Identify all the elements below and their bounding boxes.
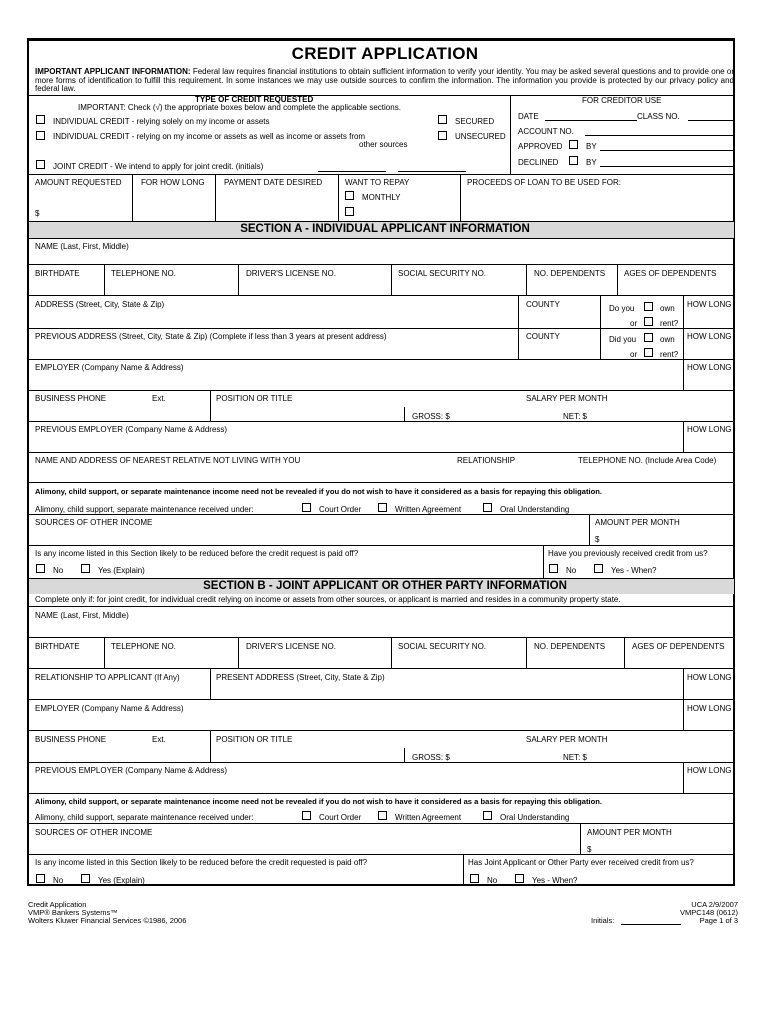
b-amount-dollar: $	[587, 845, 592, 854]
a-own-label: own	[660, 304, 675, 313]
a-alimony-notice: Alimony, child support, or separate maintenance income need not be revealed if you do not wish to have it considered as a basis for repaying this obligation.	[35, 487, 602, 496]
a-rent-label: rent?	[660, 319, 679, 328]
b-gross-label: GROSS: $	[412, 753, 450, 762]
amount-dollar-sign: $	[35, 209, 40, 218]
b-prev-employer-how-long-label: HOW LONG	[687, 766, 732, 775]
a-did-you-label: Did you	[609, 335, 637, 344]
footer-vmpc: VMPC148 (0612)	[680, 908, 738, 917]
creditor-approved-label: APPROVED	[518, 142, 563, 151]
a-birthdate-label: BIRTHDATE	[35, 269, 80, 278]
a-income-no-checkbox[interactable]	[36, 564, 45, 573]
a-nearest-relative-label: NAME AND ADDRESS OF NEAREST RELATIVE NOT LIVING WITH YOU	[35, 456, 301, 465]
a-prev-county-label: COUNTY	[526, 332, 560, 341]
proceeds-label: PROCEEDS OF LOAN TO BE USED FOR:	[467, 178, 621, 187]
a-employer-label: EMPLOYER (Company Name & Address)	[35, 363, 184, 372]
footer-uca: UCA 2/9/2007	[691, 900, 738, 909]
monthly-checkbox[interactable]	[345, 191, 354, 200]
b-net-label: NET: $	[563, 753, 588, 762]
b-oral-understanding-checkbox[interactable]	[483, 811, 492, 820]
b-ssn-label: SOCIAL SECURITY NO.	[398, 642, 487, 651]
a-income-yes-label: Yes (Explain)	[98, 566, 145, 575]
b-name-label: NAME (Last, First, Middle)	[35, 611, 129, 620]
b-oral-understanding-label: Oral Understanding	[500, 813, 570, 822]
section-a-heading: SECTION A - INDIVIDUAL APPLICANT INFORMATION	[240, 223, 530, 235]
a-ages-dependents-label: AGES OF DEPENDENTS	[624, 269, 717, 278]
a-court-order-label: Court Order	[319, 505, 362, 514]
b-salary-label: SALARY PER MONTH	[526, 735, 608, 744]
a-prev-own-checkbox[interactable]	[644, 333, 653, 342]
amount-requested-label: AMOUNT REQUESTED	[35, 178, 122, 187]
individual-own-checkbox[interactable]	[36, 115, 45, 124]
b-income-reduced-label: Is any income listed in this Section likely to be reduced before the credit requested is paid off?	[35, 858, 368, 867]
b-business-phone-label: BUSINESS PHONE	[35, 735, 107, 744]
secured-label: SECURED	[455, 117, 495, 126]
a-oral-understanding-checkbox[interactable]	[483, 503, 492, 512]
footer-page: Page 1 of 3	[699, 916, 738, 925]
a-salary-label: SALARY PER MONTH	[526, 394, 608, 403]
b-other-income-label: SOURCES OF OTHER INCOME	[35, 828, 153, 837]
b-alimony-notice: Alimony, child support, or separate maintenance income need not be revealed if you do not wish to have it considered as a basis for repaying this obligation.	[35, 797, 602, 806]
joint-credit-label: JOINT CREDIT - We intend to apply for joint credit. (initials)	[53, 162, 264, 171]
a-ext-label: Ext.	[152, 394, 166, 403]
credit-type-heading: TYPE OF CREDIT REQUESTED	[195, 95, 314, 104]
b-previous-credit-label: Has Joint Applicant or Other Party ever received credit from us?	[468, 858, 694, 867]
b-employer-how-long-label: HOW LONG	[687, 704, 732, 713]
b-amount-per-month-label: AMOUNT PER MONTH	[587, 828, 672, 837]
a-telephone-area-label: TELEPHONE NO. (Include Area Code)	[578, 456, 717, 465]
b-relationship-label: RELATIONSHIP TO APPLICANT (If Any)	[35, 673, 180, 682]
a-previous-address-label: PREVIOUS ADDRESS (Street, City, State & Zip) (Complete if less than 3 years at present address)	[35, 332, 387, 341]
a-prev-rent-checkbox[interactable]	[644, 348, 653, 357]
a-prev-employer-how-long-label: HOW LONG	[687, 425, 732, 434]
b-birthdate-label: BIRTHDATE	[35, 642, 80, 651]
want-to-repay-label: WANT TO REPAY	[345, 178, 410, 187]
b-address-how-long-label: HOW LONG	[687, 673, 732, 682]
footer-initials-label: Initials:	[591, 916, 615, 925]
b-ages-dependents-label: AGES OF DEPENDENTS	[632, 642, 725, 651]
a-income-yes-checkbox[interactable]	[81, 564, 90, 573]
a-telephone-label: TELEPHONE NO.	[111, 269, 176, 278]
b-drivers-license-label: DRIVER'S LICENSE NO.	[246, 642, 336, 651]
a-own-checkbox[interactable]	[644, 302, 653, 311]
a-previous-employer-label: PREVIOUS EMPLOYER (Company Name & Address)	[35, 425, 228, 434]
a-prev-how-long-label: HOW LONG	[687, 332, 732, 341]
credit-type-instruction: IMPORTANT: Check (√) the appropriate boxes below and complete the applicable sections.	[78, 103, 401, 112]
b-alimony-received-label: Alimony, child support, separate maintenance received under:	[35, 813, 254, 822]
a-net-label: NET: $	[563, 412, 588, 421]
a-written-agreement-label: Written Agreement	[395, 505, 462, 514]
b-court-order-checkbox[interactable]	[302, 811, 311, 820]
a-prev-own-label: own	[660, 335, 675, 344]
a-no-dependents-label: NO. DEPENDENTS	[534, 269, 606, 278]
footer-copyright: Wolters Kluwer Financial Services ©1986, 2006	[28, 916, 187, 925]
footer-form-name: Credit Application	[28, 900, 87, 909]
unsecured-label: UNSECURED	[455, 132, 506, 141]
a-prev-credit-yes-checkbox[interactable]	[594, 564, 603, 573]
creditor-date-label: DATE	[518, 112, 539, 121]
secured-checkbox[interactable]	[438, 115, 447, 124]
a-previous-credit-label: Have you previously received credit from us?	[548, 549, 708, 558]
individual-other-label-2: other sources	[359, 140, 408, 149]
a-name-label: NAME (Last, First, Middle)	[35, 242, 129, 251]
a-prev-credit-no-checkbox[interactable]	[549, 564, 558, 573]
a-employer-how-long-label: HOW LONG	[687, 363, 732, 372]
a-other-income-label: SOURCES OF OTHER INCOME	[35, 518, 153, 527]
a-drivers-license-label: DRIVER'S LICENSE NO.	[246, 269, 336, 278]
a-income-no-label: No	[53, 566, 64, 575]
a-how-long-label: HOW LONG	[687, 300, 732, 309]
a-prev-credit-no-label: No	[566, 566, 577, 575]
b-prev-credit-yes-label: Yes - When?	[532, 876, 578, 885]
a-amount-per-month-label: AMOUNT PER MONTH	[595, 518, 680, 527]
b-income-yes-checkbox[interactable]	[81, 874, 90, 883]
b-present-address-label: PRESENT ADDRESS (Street, City, State & Zip)	[216, 673, 385, 682]
payment-date-label: PAYMENT DATE DESIRED	[224, 178, 323, 187]
b-employer-label: EMPLOYER (Company Name & Address)	[35, 704, 184, 713]
approved-by-label: BY	[586, 142, 597, 151]
a-county-label: COUNTY	[526, 300, 560, 309]
a-income-reduced-label: Is any income listed in this Section likely to be reduced before the credit request is paid off?	[35, 549, 359, 558]
a-amount-dollar: $	[595, 535, 600, 544]
a-written-agreement-checkbox[interactable]	[378, 503, 387, 512]
a-alimony-received-label: Alimony, child support, separate maintenance received under:	[35, 505, 254, 514]
a-prev-or-label: or	[630, 350, 638, 359]
b-income-no-label: No	[53, 876, 64, 885]
a-ssn-label: SOCIAL SECURITY NO.	[398, 269, 487, 278]
b-no-dependents-label: NO. DEPENDENTS	[534, 642, 606, 651]
b-court-order-label: Court Order	[319, 813, 362, 822]
a-relationship-label: RELATIONSHIP	[457, 456, 516, 465]
a-gross-label: GROSS: $	[412, 412, 450, 421]
creditor-declined-label: DECLINED	[518, 158, 559, 167]
a-position-label: POSITION OR TITLE	[216, 394, 293, 403]
for-how-long-label: FOR HOW LONG	[141, 178, 205, 187]
b-income-yes-label: Yes (Explain)	[98, 876, 145, 885]
repay-other-checkbox[interactable]	[345, 207, 354, 216]
individual-other-checkbox[interactable]	[36, 131, 45, 140]
creditor-class-label: CLASS NO.	[637, 112, 680, 121]
b-written-agreement-label: Written Agreement	[395, 813, 462, 822]
approved-checkbox[interactable]	[569, 140, 578, 149]
a-prev-rent-label: rent?	[660, 350, 679, 359]
b-telephone-label: TELEPHONE NO.	[111, 642, 176, 651]
a-do-you-label: Do you	[609, 304, 635, 313]
b-income-no-checkbox[interactable]	[36, 874, 45, 883]
important-info	[35, 68, 734, 94]
b-prev-credit-no-label: No	[487, 876, 498, 885]
individual-own-label: INDIVIDUAL CREDIT - relying solely on my income or assets	[53, 117, 270, 126]
b-note: Complete only if: for joint credit, for individual credit relying on income or assets from other sources, or applicant is married and resides in a community property state.	[35, 595, 621, 604]
important-heading: IMPORTANT APPLICANT INFORMATION:	[35, 67, 191, 76]
form-title: CREDIT APPLICATION	[291, 44, 479, 63]
a-business-phone-label: BUSINESS PHONE	[35, 394, 107, 403]
declined-by-label: BY	[586, 158, 597, 167]
section-b-heading: SECTION B - JOINT APPLICANT OR OTHER PARTY INFORMATION	[203, 580, 567, 592]
footer-publisher: VMP® Bankers Systems™	[28, 908, 118, 917]
a-court-order-checkbox[interactable]	[302, 503, 311, 512]
b-written-agreement-checkbox[interactable]	[378, 811, 387, 820]
individual-other-label: INDIVIDUAL CREDIT - relying on my income or assets as well as income or assets from	[53, 132, 366, 141]
b-prev-credit-yes-checkbox[interactable]	[515, 874, 524, 883]
important-text: Federal law requires financial institutions to obtain sufficient information to verify your identity. You may be asked several questions and to provide one or more forms of identification to fulfill this requirement. In some instances we may use outside sources to confirm the information. The information you provide is protected by our privacy policy and federal law.	[35, 67, 734, 93]
a-oral-understanding-label: Oral Understanding	[500, 505, 570, 514]
unsecured-checkbox[interactable]	[438, 131, 447, 140]
joint-credit-checkbox[interactable]	[36, 160, 45, 169]
declined-checkbox[interactable]	[569, 156, 578, 165]
a-prev-credit-yes-label: Yes - When?	[611, 566, 657, 575]
b-prev-credit-no-checkbox[interactable]	[470, 874, 479, 883]
b-previous-employer-label: PREVIOUS EMPLOYER (Company Name & Address)	[35, 766, 228, 775]
b-position-label: POSITION OR TITLE	[216, 735, 293, 744]
a-or-label: or	[630, 319, 638, 328]
creditor-use-heading: FOR CREDITOR USE	[582, 96, 662, 105]
b-ext-label: Ext.	[152, 735, 166, 744]
a-rent-checkbox[interactable]	[644, 317, 653, 326]
creditor-account-label: ACCOUNT NO.	[518, 127, 574, 136]
a-address-label: ADDRESS (Street, City, State & Zip)	[35, 300, 165, 309]
monthly-label: MONTHLY	[362, 193, 401, 202]
